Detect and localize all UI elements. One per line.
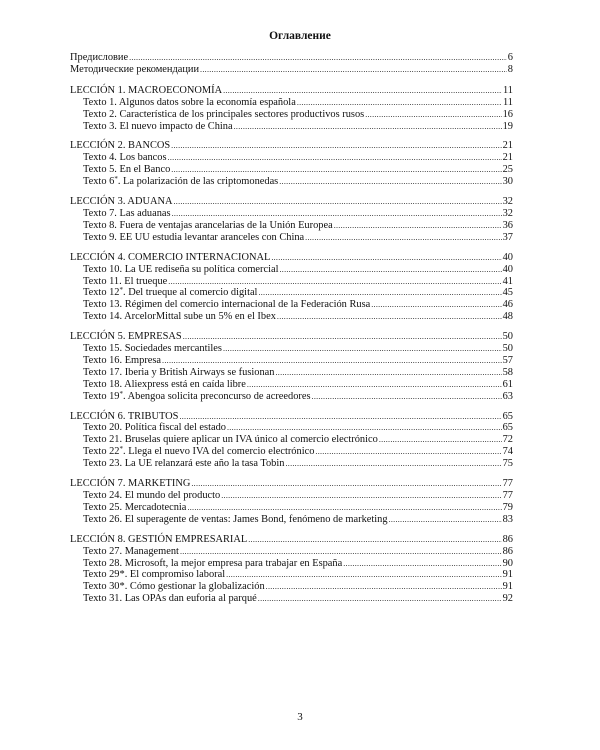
section-gap bbox=[70, 403, 513, 411]
lesson-heading-page: 21 bbox=[502, 140, 513, 152]
text-entry-label: Texto 29*. El compromiso laboral bbox=[83, 569, 226, 581]
text-entry bbox=[70, 490, 513, 502]
asterisk-mark: * bbox=[119, 286, 123, 295]
text-entry-page: 92 bbox=[502, 593, 513, 605]
text-entry bbox=[70, 121, 513, 133]
dot-leader bbox=[315, 446, 501, 458]
text-entry-page: 11 bbox=[502, 96, 513, 108]
text-entry bbox=[70, 264, 513, 276]
front-entry bbox=[70, 52, 513, 64]
text-entry-label: Texto 2. Característica de los principales sectores productivos rusos bbox=[83, 108, 365, 120]
lesson-heading-page: 40 bbox=[502, 251, 513, 263]
lesson-heading-page: 65 bbox=[502, 410, 513, 422]
text-entry-label: Texto 31. Las OPAs dan euforia al parqué bbox=[83, 593, 257, 605]
text-entry bbox=[70, 232, 513, 244]
text-entry-page: 58 bbox=[502, 366, 513, 378]
text-entry bbox=[70, 220, 513, 232]
text-entry-page: 74 bbox=[502, 446, 513, 458]
dot-leader bbox=[173, 196, 501, 208]
text-entry bbox=[70, 546, 513, 558]
text-entry-label: Texto 25. Mercadotecnia bbox=[83, 501, 187, 513]
text-entry-page: 25 bbox=[502, 164, 513, 176]
lesson-heading-label: LECCIÓN 7. MARKETING bbox=[70, 478, 191, 490]
text-entry bbox=[70, 422, 513, 434]
text-entry bbox=[70, 276, 513, 288]
text-entry-page: 46 bbox=[502, 299, 513, 311]
dot-leader bbox=[285, 458, 501, 470]
text-entry bbox=[70, 581, 513, 593]
dot-leader bbox=[172, 208, 502, 220]
front-entry-label: Предисловие bbox=[70, 52, 129, 63]
text-entry-page: 75 bbox=[502, 458, 513, 470]
text-entry bbox=[70, 299, 513, 311]
text-entry-label: Texto 12*. Del trueque al comercio digital bbox=[83, 286, 258, 299]
text-entry bbox=[70, 343, 513, 355]
dot-leader bbox=[200, 64, 507, 76]
text-entry-page: 48 bbox=[502, 311, 513, 323]
text-entry-page: 65 bbox=[502, 422, 513, 434]
lesson-heading bbox=[70, 140, 513, 152]
section-gap bbox=[70, 470, 513, 478]
lesson-heading-page: 50 bbox=[502, 331, 513, 343]
text-entry bbox=[70, 458, 513, 470]
text-entry-page: 30 bbox=[502, 176, 513, 188]
text-entry bbox=[70, 109, 513, 121]
text-entry-label: Texto 27. Management bbox=[83, 545, 179, 557]
text-entry bbox=[70, 558, 513, 570]
table-of-contents bbox=[70, 52, 513, 605]
text-entry-label: Texto 17. Iberia y British Airways se fusionan bbox=[83, 366, 275, 378]
dot-leader bbox=[279, 264, 501, 276]
text-entry bbox=[70, 446, 513, 458]
text-entry-page: 45 bbox=[502, 287, 513, 299]
front-entry-label: Методические рекомендации bbox=[70, 63, 200, 75]
dot-leader bbox=[248, 534, 501, 546]
lesson-heading-page: 32 bbox=[502, 196, 513, 208]
text-entry bbox=[70, 391, 513, 403]
text-entry-label: Texto 28. Microsoft, la mejor empresa para trabajar en España bbox=[83, 557, 343, 569]
page-title: Оглавление bbox=[269, 30, 331, 42]
text-entry-label: Texto 14. ArcelorMittal sube un 5% en el Ibex bbox=[83, 311, 276, 323]
lesson-heading-page: 77 bbox=[502, 478, 513, 490]
text-entry-label: Texto 10. La UE rediseña su política comercial bbox=[83, 263, 279, 275]
front-entry bbox=[70, 64, 513, 76]
dot-leader bbox=[247, 379, 502, 391]
text-entry-page: 72 bbox=[502, 434, 513, 446]
lesson-heading-label: LECCIÓN 2. BANCOS bbox=[70, 140, 171, 152]
text-entry-page: 16 bbox=[502, 108, 513, 120]
dot-leader bbox=[297, 97, 502, 109]
text-entry-page: 41 bbox=[502, 275, 513, 287]
dot-leader bbox=[365, 109, 501, 121]
dot-leader bbox=[343, 558, 501, 570]
lesson-heading-page: 86 bbox=[502, 533, 513, 545]
dot-leader bbox=[275, 367, 501, 379]
lesson-heading-label: LECCIÓN 8. GESTIÓN EMPRESARIAL bbox=[70, 533, 248, 545]
text-entry bbox=[70, 502, 513, 514]
text-entry-page: 57 bbox=[502, 354, 513, 366]
section-gap bbox=[70, 76, 513, 85]
text-entry-page: 50 bbox=[502, 343, 513, 355]
text-entry-label: Texto 5. En el Banco bbox=[83, 164, 171, 176]
lesson-heading bbox=[70, 534, 513, 546]
dot-leader bbox=[221, 490, 501, 502]
text-entry-page: 37 bbox=[502, 231, 513, 243]
dot-leader bbox=[227, 422, 502, 434]
text-entry bbox=[70, 367, 513, 379]
asterisk-mark: * bbox=[119, 389, 123, 398]
lesson-heading-label: LECCIÓN 1. MACROECONOMÍA bbox=[70, 84, 223, 96]
text-entry-page: 83 bbox=[502, 513, 513, 525]
dot-leader bbox=[279, 176, 501, 188]
text-entry-label: Texto 15. Sociedades mercantiles bbox=[83, 343, 222, 355]
text-entry-label: Texto 18. Aliexpress está en caída libre bbox=[83, 378, 246, 390]
text-entry-label: Texto 24. El mundo del producto bbox=[83, 490, 221, 501]
dot-leader bbox=[371, 299, 501, 311]
lesson-heading-label: LECCIÓN 4. COMERCIO INTERNACIONAL bbox=[70, 251, 271, 263]
text-entry bbox=[70, 434, 513, 446]
text-entry-page: 63 bbox=[502, 390, 513, 402]
text-entry-page: 91 bbox=[502, 569, 513, 581]
text-entry bbox=[70, 514, 513, 526]
page-number: 3 bbox=[297, 711, 303, 723]
dot-leader bbox=[312, 391, 502, 403]
text-entry bbox=[70, 176, 513, 188]
text-entry bbox=[70, 164, 513, 176]
dot-leader bbox=[191, 478, 501, 490]
text-entry-label: Texto 21. Bruselas quiere aplicar un IVA único al comercio electrónico bbox=[83, 434, 378, 446]
text-entry bbox=[70, 593, 513, 605]
asterisk-mark: * bbox=[114, 175, 118, 184]
text-entry-page: 77 bbox=[502, 490, 513, 501]
text-entry bbox=[70, 569, 513, 581]
lesson-heading-label: LECCIÓN 5. EMPRESAS bbox=[70, 331, 182, 343]
text-entry bbox=[70, 152, 513, 164]
text-entry-label: Texto 20. Política fiscal del estado bbox=[83, 422, 226, 434]
dot-leader bbox=[162, 355, 502, 367]
text-entry-page: 19 bbox=[502, 120, 513, 132]
dot-leader bbox=[183, 331, 502, 343]
dot-leader bbox=[258, 593, 502, 605]
text-entry-label: Texto 23. La UE relanzará este año la tasa Tobin bbox=[83, 458, 285, 470]
text-entry-page: 79 bbox=[502, 501, 513, 513]
section-gap bbox=[70, 244, 513, 252]
lesson-heading-label: LECCIÓN 3. ADUANA bbox=[70, 196, 173, 208]
dot-leader bbox=[258, 287, 501, 299]
dot-leader bbox=[171, 164, 501, 176]
text-entry-page: 40 bbox=[502, 263, 513, 275]
text-entry-label: Texto 22*. Llega el nuevo IVA del comercio electrónico bbox=[83, 445, 315, 458]
text-entry-page: 91 bbox=[502, 581, 513, 593]
text-entry-page: 90 bbox=[502, 557, 513, 569]
dot-leader bbox=[305, 232, 501, 244]
dot-leader bbox=[234, 121, 502, 133]
text-entry-label: Texto 13. Régimen del comercio internacional de la Federación Rusa bbox=[83, 299, 371, 311]
dot-leader bbox=[179, 411, 501, 423]
text-entry-page: 32 bbox=[502, 207, 513, 219]
dot-leader bbox=[223, 85, 502, 97]
text-entry-label: Texto 11. El trueque bbox=[83, 275, 168, 287]
text-entry bbox=[70, 287, 513, 299]
asterisk-mark: * bbox=[119, 445, 123, 454]
dot-leader bbox=[271, 252, 501, 264]
text-entry-label: Texto 6*. La polarización de las criptomonedas bbox=[83, 175, 279, 188]
dot-leader bbox=[180, 546, 502, 558]
text-entry-label: Texto 7. Las aduanas bbox=[83, 207, 171, 219]
lesson-heading bbox=[70, 85, 513, 97]
section-gap bbox=[70, 188, 513, 196]
text-entry-label: Texto 19*. Abengoa solicita preconcurso de acreedores bbox=[83, 389, 311, 402]
text-entry bbox=[70, 379, 513, 391]
lesson-heading bbox=[70, 411, 513, 423]
lesson-heading bbox=[70, 252, 513, 264]
lesson-heading bbox=[70, 478, 513, 490]
text-entry-page: 86 bbox=[502, 545, 513, 557]
text-entry-label: Texto 4. Los bancos bbox=[83, 152, 167, 164]
dot-leader bbox=[226, 569, 501, 581]
text-entry bbox=[70, 208, 513, 220]
text-entry-label: Texto 30*. Cómo gestionar la globalización bbox=[83, 581, 265, 593]
text-entry-page: 21 bbox=[502, 152, 513, 164]
text-entry bbox=[70, 97, 513, 109]
dot-leader bbox=[129, 52, 507, 64]
text-entry-page: 61 bbox=[502, 378, 513, 390]
dot-leader bbox=[379, 434, 502, 446]
text-entry-label: Texto 8. Fuera de ventajas arancelarias de la Unión Europea bbox=[83, 219, 333, 231]
dot-leader bbox=[168, 152, 502, 164]
section-gap bbox=[70, 323, 513, 331]
dot-leader bbox=[334, 220, 502, 232]
front-entry-page: 8 bbox=[507, 63, 513, 75]
section-gap bbox=[70, 526, 513, 534]
dot-leader bbox=[389, 514, 502, 526]
dot-leader bbox=[168, 276, 501, 288]
lesson-heading-label: LECCIÓN 6. TRIBUTOS bbox=[70, 410, 179, 422]
text-entry bbox=[70, 311, 513, 323]
text-entry-label: Texto 1. Algunos datos sobre la economía española bbox=[83, 96, 296, 108]
text-entry-label: Texto 16. Empresa bbox=[83, 354, 162, 366]
text-entry-page: 36 bbox=[502, 219, 513, 231]
text-entry-label: Texto 9. EE UU estudia levantar aranceles con China bbox=[83, 231, 305, 243]
dot-leader bbox=[266, 581, 502, 593]
front-entry-page: 6 bbox=[507, 52, 513, 63]
text-entry bbox=[70, 355, 513, 367]
text-entry-label: Texto 26. El superagente de ventas: James Bond, fenómeno de marketing bbox=[83, 513, 388, 525]
lesson-heading bbox=[70, 196, 513, 208]
dot-leader bbox=[223, 343, 502, 355]
text-entry-label: Texto 3. El nuevo impacto de China bbox=[83, 120, 233, 132]
dot-leader bbox=[171, 140, 501, 152]
dot-leader bbox=[277, 311, 502, 323]
dot-leader bbox=[187, 502, 501, 514]
lesson-heading-page: 11 bbox=[502, 84, 513, 96]
lesson-heading bbox=[70, 331, 513, 343]
